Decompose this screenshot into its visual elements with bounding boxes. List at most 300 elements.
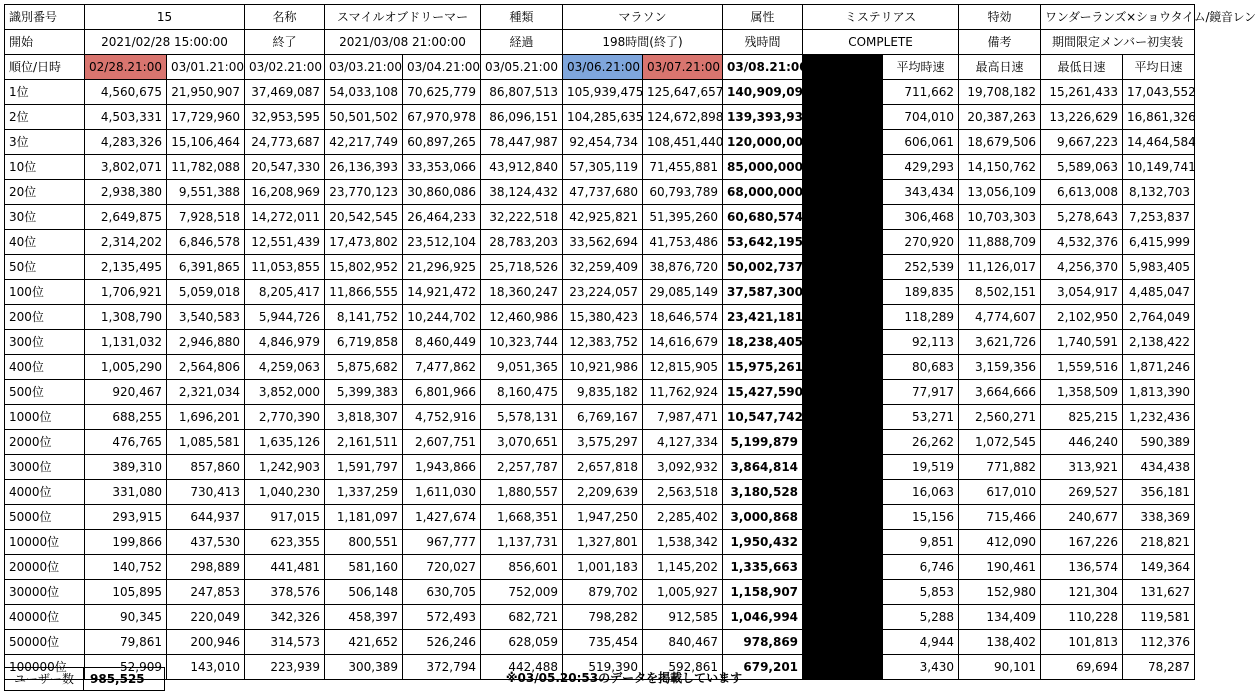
date-header: 03/06.21:00 (563, 55, 643, 80)
stat-cell: 5,288 (883, 605, 959, 630)
score-cell: 15,802,952 (325, 255, 403, 280)
score-cell: 7,987,471 (643, 405, 723, 430)
score-cell: 21,950,907 (167, 80, 245, 105)
stat-cell: 10,149,741 (1123, 155, 1195, 180)
stat-cell: 4,532,376 (1041, 230, 1123, 255)
stat-cell: 78,287 (1123, 655, 1195, 680)
score-cell: 220,049 (167, 605, 245, 630)
score-cell: 1,335,663 (723, 555, 803, 580)
end-value: 2021/03/08 21:00:00 (325, 30, 481, 55)
table-row (5, 580, 1195, 605)
stat-cell: 131,627 (1123, 580, 1195, 605)
score-cell: 840,467 (643, 630, 723, 655)
footer (4, 667, 1194, 691)
table-row (5, 530, 1195, 555)
score-cell: 4,846,979 (245, 330, 325, 355)
score-cell: 37,469,087 (245, 80, 325, 105)
attribute-value: ミステリアス (803, 5, 959, 30)
score-cell: 17,729,960 (167, 105, 245, 130)
score-cell: 60,680,574 (723, 205, 803, 230)
stat-cell: 149,364 (1123, 555, 1195, 580)
table-row (5, 280, 1195, 305)
score-cell: 300,389 (325, 655, 403, 680)
score-cell: 92,454,734 (563, 130, 643, 155)
score-cell: 4,283,326 (85, 130, 167, 155)
stat-cell: 1,871,246 (1123, 355, 1195, 380)
stat-cell: 190,461 (959, 555, 1041, 580)
rank-cell: 3000位 (5, 455, 85, 480)
stat-cell: 11,888,709 (959, 230, 1041, 255)
score-cell: 372,794 (403, 655, 481, 680)
rank-cell: 3位 (5, 130, 85, 155)
blank-cell (803, 55, 883, 680)
score-cell: 11,866,555 (325, 280, 403, 305)
id-label: 識別番号 (5, 5, 85, 30)
table-row (5, 355, 1195, 380)
score-cell: 1,137,731 (481, 530, 563, 555)
stat-cell: 134,409 (959, 605, 1041, 630)
score-cell: 1,880,557 (481, 480, 563, 505)
score-cell: 1,046,994 (723, 605, 803, 630)
table-row (5, 105, 1195, 130)
stat-cell: 269,527 (1041, 480, 1123, 505)
score-cell: 7,928,518 (167, 205, 245, 230)
stat-header: 最低日速 (1041, 55, 1123, 80)
stat-cell: 2,560,271 (959, 405, 1041, 430)
score-cell: 23,421,181 (723, 305, 803, 330)
score-cell: 798,282 (563, 605, 643, 630)
date-header: 03/07.21:00 (643, 55, 723, 80)
table-row (5, 555, 1195, 580)
table-row (5, 180, 1195, 205)
score-cell: 108,451,440 (643, 130, 723, 155)
remaining-value: COMPLETE (803, 30, 959, 55)
table-row (5, 155, 1195, 180)
score-cell: 25,718,526 (481, 255, 563, 280)
score-cell: 143,010 (167, 655, 245, 680)
rank-cell: 400位 (5, 355, 85, 380)
score-cell: 223,939 (245, 655, 325, 680)
score-cell: 1,181,097 (325, 505, 403, 530)
stat-cell: 136,574 (1041, 555, 1123, 580)
stat-cell: 4,256,370 (1041, 255, 1123, 280)
score-cell: 18,360,247 (481, 280, 563, 305)
score-cell: 68,000,000 (723, 180, 803, 205)
table-row (5, 205, 1195, 230)
score-cell: 8,160,475 (481, 380, 563, 405)
score-cell: 11,053,855 (245, 255, 325, 280)
score-cell: 857,860 (167, 455, 245, 480)
score-cell: 28,783,203 (481, 230, 563, 255)
score-cell: 104,285,635 (563, 105, 643, 130)
stat-cell: 4,485,047 (1123, 280, 1195, 305)
stat-cell: 3,054,917 (1041, 280, 1123, 305)
score-cell: 912,585 (643, 605, 723, 630)
score-cell: 1,085,581 (167, 430, 245, 455)
score-cell: 41,753,486 (643, 230, 723, 255)
rank-cell: 30位 (5, 205, 85, 230)
stat-cell: 3,621,726 (959, 330, 1041, 355)
score-cell: 730,413 (167, 480, 245, 505)
stat-cell: 270,920 (883, 230, 959, 255)
stat-cell: 53,271 (883, 405, 959, 430)
score-cell: 1,308,790 (85, 305, 167, 330)
stat-cell: 4,944 (883, 630, 959, 655)
score-cell: 15,427,590 (723, 380, 803, 405)
stat-cell: 16,063 (883, 480, 959, 505)
score-cell: 7,477,862 (403, 355, 481, 380)
score-cell: 3,000,868 (723, 505, 803, 530)
score-cell: 2,564,806 (167, 355, 245, 380)
stat-cell: 119,581 (1123, 605, 1195, 630)
score-cell: 628,059 (481, 630, 563, 655)
score-cell: 752,009 (481, 580, 563, 605)
score-cell: 71,455,881 (643, 155, 723, 180)
score-cell: 16,208,969 (245, 180, 325, 205)
stat-cell: 138,402 (959, 630, 1041, 655)
rank-cell: 1位 (5, 80, 85, 105)
rank-cell: 4000位 (5, 480, 85, 505)
score-cell: 1,943,866 (403, 455, 481, 480)
stat-cell: 434,438 (1123, 455, 1195, 480)
type-label: 種類 (481, 5, 563, 30)
rank-cell: 30000位 (5, 580, 85, 605)
table-row (5, 330, 1195, 355)
date-header-row (5, 55, 1195, 80)
score-cell: 5,399,383 (325, 380, 403, 405)
date-header: 03/03.21:00 (325, 55, 403, 80)
table-row (5, 405, 1195, 430)
stat-cell: 1,358,509 (1041, 380, 1123, 405)
score-cell: 86,096,151 (481, 105, 563, 130)
stat-cell: 118,289 (883, 305, 959, 330)
score-cell: 53,642,195 (723, 230, 803, 255)
stat-cell: 1,232,436 (1123, 405, 1195, 430)
score-cell: 1,611,030 (403, 480, 481, 505)
stat-cell: 1,740,591 (1041, 330, 1123, 355)
score-cell: 1,591,797 (325, 455, 403, 480)
score-cell: 200,946 (167, 630, 245, 655)
stat-cell: 412,090 (959, 530, 1041, 555)
rank-cell: 40000位 (5, 605, 85, 630)
score-cell: 592,861 (643, 655, 723, 680)
remarks-value: 期間限定メンバー初実装 (1041, 30, 1195, 55)
score-cell: 8,460,449 (403, 330, 481, 355)
date-header: 02/28.21:00 (85, 55, 167, 80)
score-cell: 6,769,167 (563, 405, 643, 430)
table-row (5, 505, 1195, 530)
stat-cell: 14,464,584 (1123, 130, 1195, 155)
score-cell: 1,706,921 (85, 280, 167, 305)
stat-cell: 2,764,049 (1123, 305, 1195, 330)
score-cell: 6,801,966 (403, 380, 481, 405)
score-cell: 12,815,905 (643, 355, 723, 380)
rank-cell: 10位 (5, 155, 85, 180)
stat-cell: 80,683 (883, 355, 959, 380)
stat-cell: 9,851 (883, 530, 959, 555)
stat-cell: 101,813 (1041, 630, 1123, 655)
score-cell: 441,481 (245, 555, 325, 580)
rank-cell: 20位 (5, 180, 85, 205)
score-cell: 293,915 (85, 505, 167, 530)
score-cell: 4,752,916 (403, 405, 481, 430)
score-cell: 4,127,334 (643, 430, 723, 455)
rank-cell: 100000位 (5, 655, 85, 680)
score-cell: 1,696,201 (167, 405, 245, 430)
score-cell: 1,668,351 (481, 505, 563, 530)
stat-cell: 711,662 (883, 80, 959, 105)
score-cell: 5,199,879 (723, 430, 803, 455)
score-cell: 3,802,071 (85, 155, 167, 180)
score-cell: 1,145,202 (643, 555, 723, 580)
score-cell: 800,551 (325, 530, 403, 555)
stat-header: 平均時速 (883, 55, 959, 80)
score-cell: 42,925,821 (563, 205, 643, 230)
score-cell: 2,946,880 (167, 330, 245, 355)
stat-cell: 8,502,151 (959, 280, 1041, 305)
stat-cell: 6,746 (883, 555, 959, 580)
score-cell: 54,033,108 (325, 80, 403, 105)
rank-cell: 50000位 (5, 630, 85, 655)
stat-cell: 26,262 (883, 430, 959, 455)
score-cell: 30,860,086 (403, 180, 481, 205)
stat-cell: 5,278,643 (1041, 205, 1123, 230)
score-cell: 978,869 (723, 630, 803, 655)
bonus-value: ワンダーランズ×ショウタイム/鏡音レン (1041, 5, 1195, 30)
score-cell: 26,136,393 (325, 155, 403, 180)
stat-cell: 5,983,405 (1123, 255, 1195, 280)
score-cell: 247,853 (167, 580, 245, 605)
stat-cell: 252,539 (883, 255, 959, 280)
rank-cell: 200位 (5, 305, 85, 330)
score-cell: 1,337,259 (325, 480, 403, 505)
stat-cell: 6,613,008 (1041, 180, 1123, 205)
score-cell: 2,657,818 (563, 455, 643, 480)
score-cell: 15,975,261 (723, 355, 803, 380)
score-cell: 2,649,875 (85, 205, 167, 230)
event-ranking-table (4, 4, 1256, 680)
stat-cell: 15,156 (883, 505, 959, 530)
score-cell: 1,158,907 (723, 580, 803, 605)
date-header: 03/04.21:00 (403, 55, 481, 80)
score-cell: 3,852,000 (245, 380, 325, 405)
stat-cell: 343,434 (883, 180, 959, 205)
score-cell: 18,238,405 (723, 330, 803, 355)
score-cell: 1,635,126 (245, 430, 325, 455)
stat-cell: 825,215 (1041, 405, 1123, 430)
score-cell: 2,607,751 (403, 430, 481, 455)
stat-cell: 90,101 (959, 655, 1041, 680)
score-cell: 78,447,987 (481, 130, 563, 155)
score-cell: 856,601 (481, 555, 563, 580)
score-cell: 42,217,749 (325, 130, 403, 155)
score-cell: 2,938,380 (85, 180, 167, 205)
score-cell: 23,770,123 (325, 180, 403, 205)
score-cell: 12,551,439 (245, 230, 325, 255)
elapsed-value: 198時間(終了) (563, 30, 723, 55)
start-value: 2021/02/28 15:00:00 (85, 30, 245, 55)
date-header: 03/05.21:00 (481, 55, 563, 80)
score-cell: 342,326 (245, 605, 325, 630)
score-cell: 3,818,307 (325, 405, 403, 430)
stat-cell: 19,708,182 (959, 80, 1041, 105)
score-cell: 2,563,518 (643, 480, 723, 505)
score-cell: 4,560,675 (85, 80, 167, 105)
stat-cell: 306,468 (883, 205, 959, 230)
rank-cell: 1000位 (5, 405, 85, 430)
score-cell: 735,454 (563, 630, 643, 655)
score-cell: 10,244,702 (403, 305, 481, 330)
score-cell: 14,616,679 (643, 330, 723, 355)
score-cell: 2,209,639 (563, 480, 643, 505)
rank-cell: 40位 (5, 230, 85, 255)
table-row (5, 230, 1195, 255)
score-cell: 9,551,388 (167, 180, 245, 205)
rank-cell: 10000位 (5, 530, 85, 555)
rank-cell: 5000位 (5, 505, 85, 530)
score-cell: 70,625,779 (403, 80, 481, 105)
score-cell: 5,578,131 (481, 405, 563, 430)
stat-cell: 338,369 (1123, 505, 1195, 530)
stat-cell: 16,861,326 (1123, 105, 1195, 130)
score-cell: 140,752 (85, 555, 167, 580)
stat-cell: 121,304 (1041, 580, 1123, 605)
score-cell: 12,460,986 (481, 305, 563, 330)
score-cell: 24,773,687 (245, 130, 325, 155)
score-cell: 57,305,119 (563, 155, 643, 180)
id-value: 15 (85, 5, 245, 30)
score-cell: 4,503,331 (85, 105, 167, 130)
score-cell: 10,921,986 (563, 355, 643, 380)
stat-cell: 3,664,666 (959, 380, 1041, 405)
score-cell: 5,059,018 (167, 280, 245, 305)
score-cell: 1,001,183 (563, 555, 643, 580)
score-cell: 9,835,182 (563, 380, 643, 405)
stat-cell: 8,132,703 (1123, 180, 1195, 205)
score-cell: 1,538,342 (643, 530, 723, 555)
score-cell: 298,889 (167, 555, 245, 580)
score-cell: 85,000,000 (723, 155, 803, 180)
elapsed-label: 経過 (481, 30, 563, 55)
stat-cell: 10,703,303 (959, 205, 1041, 230)
score-cell: 5,944,726 (245, 305, 325, 330)
stat-cell: 1,559,516 (1041, 355, 1123, 380)
score-cell: 2,314,202 (85, 230, 167, 255)
score-cell: 917,015 (245, 505, 325, 530)
score-cell: 60,897,265 (403, 130, 481, 155)
score-cell: 519,390 (563, 655, 643, 680)
stat-cell: 3,159,356 (959, 355, 1041, 380)
table-row (5, 605, 1195, 630)
stat-cell: 69,694 (1041, 655, 1123, 680)
stat-cell: 313,921 (1041, 455, 1123, 480)
stat-cell: 240,677 (1041, 505, 1123, 530)
table-row (5, 255, 1195, 280)
table-row (5, 380, 1195, 405)
stat-cell: 11,126,017 (959, 255, 1041, 280)
score-cell: 8,141,752 (325, 305, 403, 330)
score-cell: 32,259,409 (563, 255, 643, 280)
stat-cell: 617,010 (959, 480, 1041, 505)
score-cell: 120,000,000 (723, 130, 803, 155)
score-cell: 38,876,720 (643, 255, 723, 280)
score-cell: 26,464,233 (403, 205, 481, 230)
score-cell: 688,255 (85, 405, 167, 430)
end-label: 終了 (245, 30, 325, 55)
score-cell: 6,719,858 (325, 330, 403, 355)
user-count-value: 985,525 (83, 667, 165, 691)
info-row-1 (5, 5, 1195, 30)
stat-cell: 13,226,629 (1041, 105, 1123, 130)
score-cell: 90,345 (85, 605, 167, 630)
stat-cell: 590,389 (1123, 430, 1195, 455)
score-cell: 47,737,680 (563, 180, 643, 205)
rank-cell: 100位 (5, 280, 85, 305)
score-cell: 458,397 (325, 605, 403, 630)
table-row (5, 630, 1195, 655)
attribute-label: 属性 (723, 5, 803, 30)
score-cell: 139,393,939 (723, 105, 803, 130)
info-row-2 (5, 30, 1195, 55)
score-cell: 15,106,464 (167, 130, 245, 155)
stat-cell: 112,376 (1123, 630, 1195, 655)
rank-date-header: 順位/日時 (5, 55, 85, 80)
table-row (5, 80, 1195, 105)
score-cell: 3,575,297 (563, 430, 643, 455)
stat-cell: 356,181 (1123, 480, 1195, 505)
score-cell: 4,259,063 (245, 355, 325, 380)
stat-cell: 152,980 (959, 580, 1041, 605)
score-cell: 33,353,066 (403, 155, 481, 180)
score-cell: 506,148 (325, 580, 403, 605)
score-cell: 442,488 (481, 655, 563, 680)
score-cell: 720,027 (403, 555, 481, 580)
score-cell: 623,355 (245, 530, 325, 555)
score-cell: 20,542,545 (325, 205, 403, 230)
stat-cell: 704,010 (883, 105, 959, 130)
stat-header: 最高日速 (959, 55, 1041, 80)
stat-cell: 5,853 (883, 580, 959, 605)
stat-cell: 2,102,950 (1041, 305, 1123, 330)
score-cell: 3,092,932 (643, 455, 723, 480)
score-cell: 125,647,657 (643, 80, 723, 105)
table-row (5, 305, 1195, 330)
score-cell: 32,953,595 (245, 105, 325, 130)
table-row (5, 430, 1195, 455)
stat-cell: 20,387,263 (959, 105, 1041, 130)
name-value: スマイルオブドリーマー (325, 5, 481, 30)
score-cell: 50,501,502 (325, 105, 403, 130)
stat-cell: 92,113 (883, 330, 959, 355)
score-cell: 2,285,402 (643, 505, 723, 530)
rank-cell: 20000位 (5, 555, 85, 580)
remarks-label: 備考 (959, 30, 1041, 55)
score-cell: 10,547,742 (723, 405, 803, 430)
score-cell: 105,895 (85, 580, 167, 605)
type-value: マラソン (563, 5, 723, 30)
stat-cell: 771,882 (959, 455, 1041, 480)
stat-cell: 429,293 (883, 155, 959, 180)
score-cell: 32,222,518 (481, 205, 563, 230)
score-cell: 18,646,574 (643, 305, 723, 330)
score-cell: 1,131,032 (85, 330, 167, 355)
score-cell: 6,391,865 (167, 255, 245, 280)
score-cell: 43,912,840 (481, 155, 563, 180)
score-cell: 2,135,495 (85, 255, 167, 280)
rank-cell: 300位 (5, 330, 85, 355)
score-cell: 6,846,578 (167, 230, 245, 255)
stat-cell: 14,150,762 (959, 155, 1041, 180)
